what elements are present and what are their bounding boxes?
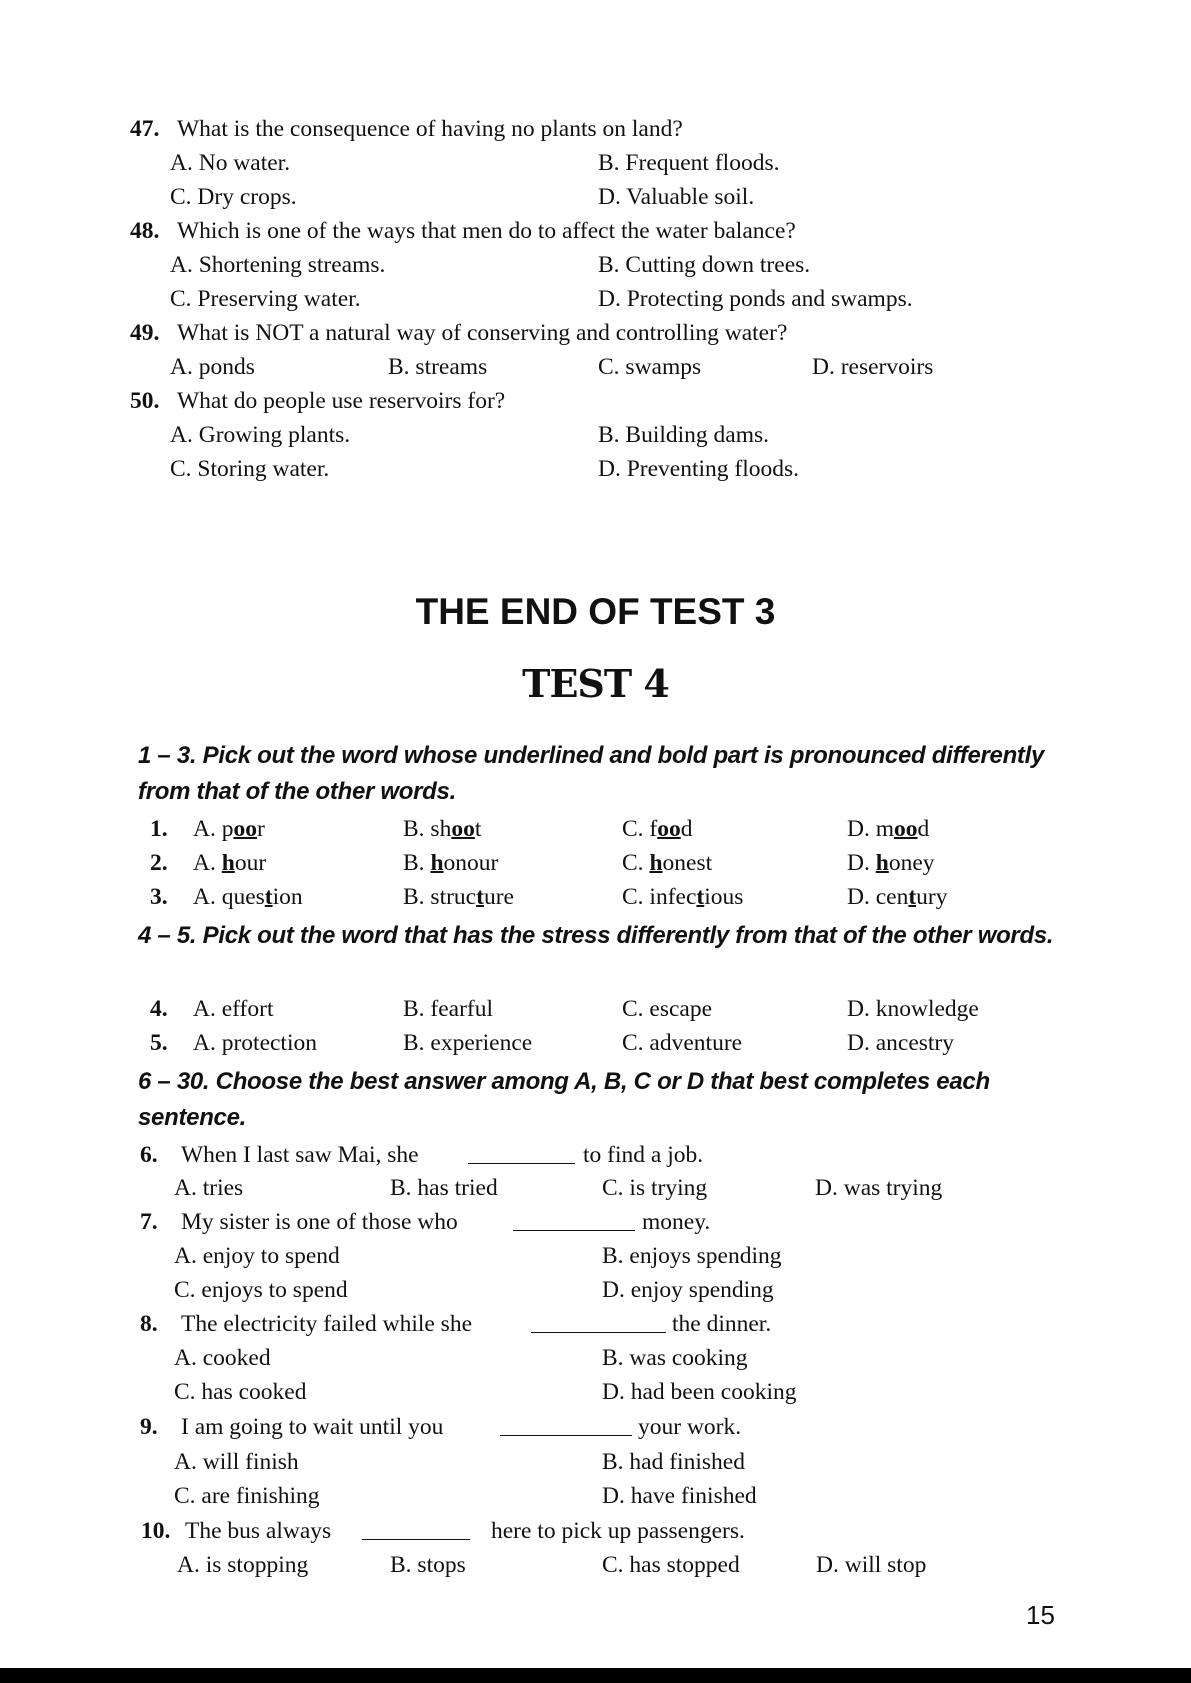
options-row <box>0 1446 1191 1478</box>
question-3 <box>0 881 1191 913</box>
question-text-start: The electricity failed while she <box>181 1311 473 1337</box>
question-2 <box>0 847 1191 879</box>
question-8 <box>0 1308 1191 1340</box>
option-b: B. was cooking <box>602 1345 748 1371</box>
option-d: D. Preventing floods. <box>598 456 800 482</box>
scan-border <box>0 1668 1191 1683</box>
question-text-end: the dinner. <box>672 1311 772 1337</box>
question-50 <box>0 385 1191 417</box>
question-number: 4. <box>150 996 168 1022</box>
options-row <box>0 283 1191 315</box>
options-row <box>0 1342 1191 1374</box>
option-c: C. has stopped <box>602 1552 740 1578</box>
option-d: D. will stop <box>816 1552 927 1578</box>
question-text: What do people use reservoirs for? <box>177 388 506 414</box>
question-4 <box>0 993 1191 1025</box>
option-c: C. Preserving water. <box>170 286 361 312</box>
option-b: B. shoot <box>403 816 482 842</box>
option-a: A. effort <box>193 996 274 1022</box>
option-a: A. hour <box>193 850 267 876</box>
question-48 <box>0 215 1191 247</box>
option-d: D. Protecting ponds and swamps. <box>598 286 913 312</box>
option-a: A. Growing plants. <box>170 422 351 448</box>
option-b: B. Building dams. <box>598 422 770 448</box>
options-row <box>0 1274 1191 1306</box>
option-a: A. will finish <box>174 1449 299 1475</box>
option-c: C. food <box>622 816 693 842</box>
option-d: D. was trying <box>815 1175 943 1201</box>
option-c: C. has cooked <box>174 1379 307 1405</box>
option-b: B. Frequent floods. <box>598 150 780 176</box>
option-b: B. enjoys spending <box>602 1243 782 1269</box>
option-c: C. honest <box>622 850 713 876</box>
option-d: D. had been cooking <box>602 1379 797 1405</box>
question-number: 5. <box>150 1030 168 1056</box>
option-a: A. poor <box>193 816 265 842</box>
question-text-end: your work. <box>638 1414 742 1440</box>
end-of-test-heading: THE END OF TEST 3 <box>415 591 776 632</box>
question-7 <box>0 1206 1191 1238</box>
option-b: B. had finished <box>602 1449 745 1475</box>
option-b: B. structure <box>403 884 514 910</box>
question-5 <box>0 1027 1191 1059</box>
question-text-end: to find a job. <box>583 1142 704 1168</box>
option-c: C. enjoys to spend <box>174 1277 348 1303</box>
option-d: D. enjoy spending <box>602 1277 774 1303</box>
question-number: 2. <box>150 850 168 876</box>
question-number: 7. <box>140 1209 158 1235</box>
option-d: D. mood <box>847 816 930 842</box>
option-c: C. Dry crops. <box>170 184 297 210</box>
section-instruction: 1 – 3. Pick out the word whose underlined and bold part is pronounced differently from that of the other words. <box>138 742 1045 805</box>
option-a: A. ponds <box>170 354 255 380</box>
section-instruction: 6 – 30. Choose the best answer among A, B, C or D that best completes each sentence. <box>138 1068 990 1131</box>
test-heading: TEST 4 <box>522 661 669 706</box>
options-row <box>0 453 1191 485</box>
question-number: 48. <box>130 218 160 244</box>
options-row <box>0 147 1191 179</box>
options-row <box>0 1549 1191 1581</box>
option-c: C. Storing water. <box>170 456 330 482</box>
option-b: B. streams <box>388 354 488 380</box>
option-c: C. is trying <box>602 1175 708 1201</box>
option-a: A. Shortening streams. <box>170 252 386 278</box>
question-47 <box>0 113 1191 145</box>
page-number: 15 <box>1026 1600 1055 1630</box>
options-row <box>0 181 1191 213</box>
option-b: B. stops <box>390 1552 466 1578</box>
question-text: What is the consequence of having no plants on land? <box>177 116 683 142</box>
option-b: B. fearful <box>403 996 494 1022</box>
question-number: 8. <box>140 1311 158 1337</box>
options-row <box>0 1240 1191 1272</box>
question-1 <box>0 813 1191 845</box>
question-number: 9. <box>140 1414 158 1440</box>
option-d: D. reservoirs <box>812 354 934 380</box>
question-number: 3. <box>150 884 168 910</box>
options-row <box>0 351 1191 383</box>
option-b: B. experience <box>403 1030 533 1056</box>
option-a: A. protection <box>193 1030 317 1056</box>
options-row <box>0 249 1191 281</box>
question-text-start: My sister is one of those who <box>181 1209 458 1235</box>
question-number: 49. <box>130 320 160 346</box>
options-row <box>0 1172 1191 1204</box>
option-a: A. is stopping <box>177 1552 309 1578</box>
option-c: C. infectious <box>622 884 744 910</box>
question-6 <box>0 1139 1191 1171</box>
options-row <box>0 419 1191 451</box>
option-c: C. escape <box>622 996 713 1022</box>
question-text-start: The bus always <box>185 1518 332 1544</box>
option-c: C. are finishing <box>174 1483 320 1509</box>
option-d: D. honey <box>847 850 935 876</box>
option-b: B. honour <box>403 850 499 876</box>
question-text: Which is one of the ways that men do to affect the water balance? <box>177 218 796 244</box>
question-text-start: I am going to wait until you <box>181 1414 444 1440</box>
option-a: A. No water. <box>170 150 291 176</box>
question-text-end: here to pick up passengers. <box>491 1518 745 1544</box>
option-d: D. century <box>847 884 948 910</box>
question-number: 10. <box>141 1518 171 1544</box>
option-a: A. enjoy to spend <box>174 1243 340 1269</box>
question-9 <box>0 1411 1191 1443</box>
question-text-end: money. <box>642 1209 711 1235</box>
question-number: 1. <box>150 816 168 842</box>
option-d: D. knowledge <box>847 996 979 1022</box>
section-instruction: 4 – 5. Pick out the word that has the stress differently from that of the other words. <box>138 922 1054 949</box>
question-text: What is NOT a natural way of conserving and controlling water? <box>177 320 788 346</box>
option-d: D. have finished <box>602 1483 757 1509</box>
option-a: A. cooked <box>174 1345 271 1371</box>
option-b: B. has tried <box>390 1175 498 1201</box>
question-number: 6. <box>140 1142 158 1168</box>
question-10 <box>0 1515 1191 1547</box>
option-d: D. ancestry <box>847 1030 955 1056</box>
option-d: D. Valuable soil. <box>598 184 755 210</box>
question-49 <box>0 317 1191 349</box>
question-number: 47. <box>130 116 160 142</box>
option-c: C. swamps <box>598 354 702 380</box>
options-row <box>0 1376 1191 1408</box>
options-row <box>0 1480 1191 1512</box>
option-a: A. tries <box>174 1175 244 1201</box>
question-text-start: When I last saw Mai, she <box>181 1142 419 1168</box>
question-number: 50. <box>130 388 160 414</box>
option-b: B. Cutting down trees. <box>598 252 811 278</box>
option-a: A. question <box>193 884 303 910</box>
option-c: C. adventure <box>622 1030 743 1056</box>
